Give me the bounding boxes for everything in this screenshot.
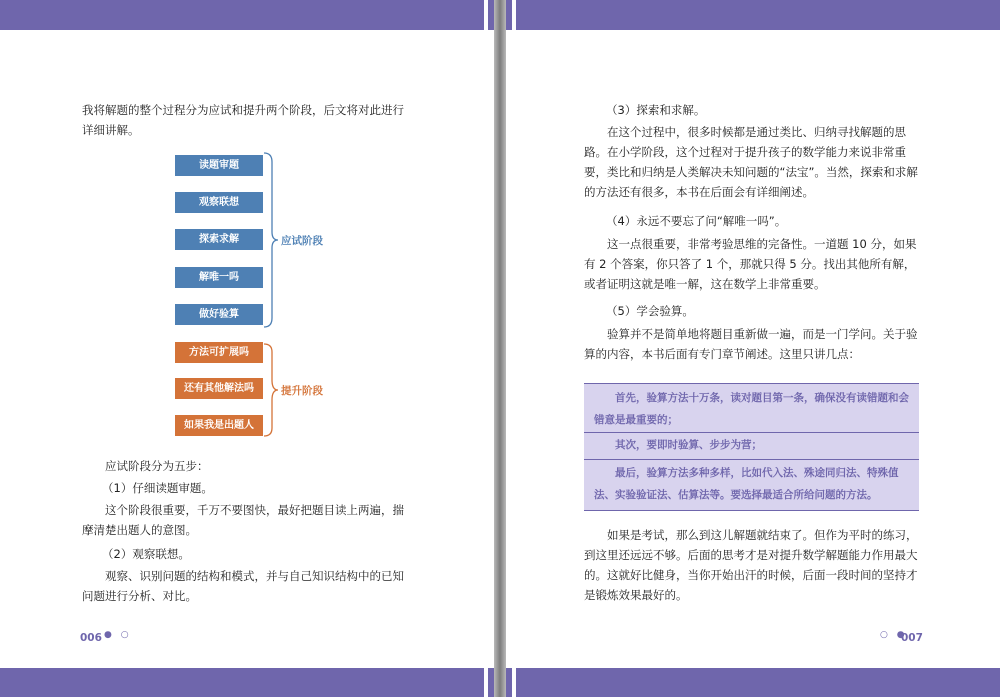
step-heading-3: （3）探索和求解。: [606, 103, 706, 117]
step-box-extend: 方法可扩展吗: [175, 342, 263, 363]
band-tab: [512, 668, 516, 697]
top-color-band: [506, 0, 1000, 30]
callout-item-first: 首先，验算方法十万条，读对题目第一条，确保没有读错题和会错意是最重要的；: [594, 392, 909, 426]
paragraph-step-1: 这个阶段很重要，千万不要图快，最好把题目读上两遍，揣摩清楚出题人的意图。: [82, 503, 404, 537]
verification-callout: [584, 383, 919, 511]
step-heading-2: （2）观察联想。: [102, 547, 190, 561]
paragraph-exam-steps: 应试阶段分为五步：: [105, 459, 209, 473]
page-dots: ● ○: [104, 630, 132, 640]
improve-brace: [264, 344, 278, 436]
improve-stage-label: 提升阶段: [281, 385, 323, 397]
step-box-explore: 探索求解: [175, 229, 263, 250]
step-heading-5: （5）学会验算。: [606, 304, 694, 318]
paragraph-step-4: 这一点很重要，非常考验思维的完备性。一道题 10 分，如果有 2 个答案，你只答了 1 个，那就只得 5 分。找出其他所有解，或者证明这就是唯一解，这在数学上非常重要。: [584, 237, 917, 291]
paragraph-step-3: 在这个过程中，很多时候都是通过类比、归纳寻找解题的思路。在小学阶段，这个过程对于提升孩子的数学能力来说非常重要，类比和归纳是人类解决未知问题的“法宝”。当然，探索和求解的方法还有很多，本书在后面会有详细阐述。: [584, 125, 918, 199]
callout-item-last: 最后，验算方法多种多样，比如代入法、殊途同归法、特殊值法、实验验证法、估算法等。要选择最适合所给问题的方法。: [594, 467, 899, 501]
step-box-observe: 观察联想: [175, 192, 263, 213]
page-number: 007: [901, 632, 923, 644]
paragraph-conclusion: 如果是考试，那么到这儿解题就结束了。但作为平时的练习，到这里还远远不够。后面的思考才是对提升数学解题能力作用最大的。这就好比健身，当你开始出汗的时候，后面一段时间的坚持才是锻炼效果最好的。: [584, 528, 918, 602]
exam-brace: [264, 153, 278, 327]
step-heading-4: （4）永远不要忘了问“解唯一吗”。: [606, 214, 787, 228]
book-gutter: [494, 0, 506, 697]
paragraph-step-5: 验算并不是简单地将题目重新做一遍，而是一门学问。关于验算的内容，本书后面有专门章节阐述。这里只讲几点：: [584, 327, 918, 361]
step-heading-1: （1）仔细读题审题。: [102, 481, 213, 495]
exam-stage-label: 应试阶段: [281, 235, 323, 247]
paragraph-step-2: 观察、识别问题的结构和模式，并与自己知识结构中的已知问题进行分析、对比。: [82, 569, 404, 603]
step-box-other-solutions: 还有其他解法吗: [175, 378, 263, 399]
page-number: 006: [80, 632, 102, 644]
page-dots: ○ ●: [880, 630, 908, 640]
bottom-color-band: [0, 668, 494, 697]
step-box-check: 做好验算: [175, 304, 263, 325]
callout-item-second: 其次，要即时验算、步步为营；: [615, 439, 762, 451]
left-page: [0, 0, 494, 697]
band-tab: [512, 0, 516, 30]
band-tab: [484, 0, 488, 30]
top-color-band: [0, 0, 494, 30]
step-box-unique: 解唯一吗: [175, 267, 263, 288]
intro-paragraph: 我将解题的整个过程分为应试和提升两个阶段，后文将对此进行详细讲解。: [82, 103, 404, 137]
callout-divider: [584, 432, 919, 433]
callout-divider: [584, 459, 919, 460]
band-tab: [484, 668, 488, 697]
bottom-color-band: [506, 668, 1000, 697]
step-box-question-setter: 如果我是出题人: [175, 415, 263, 436]
step-box-read: 读题审题: [175, 155, 263, 176]
